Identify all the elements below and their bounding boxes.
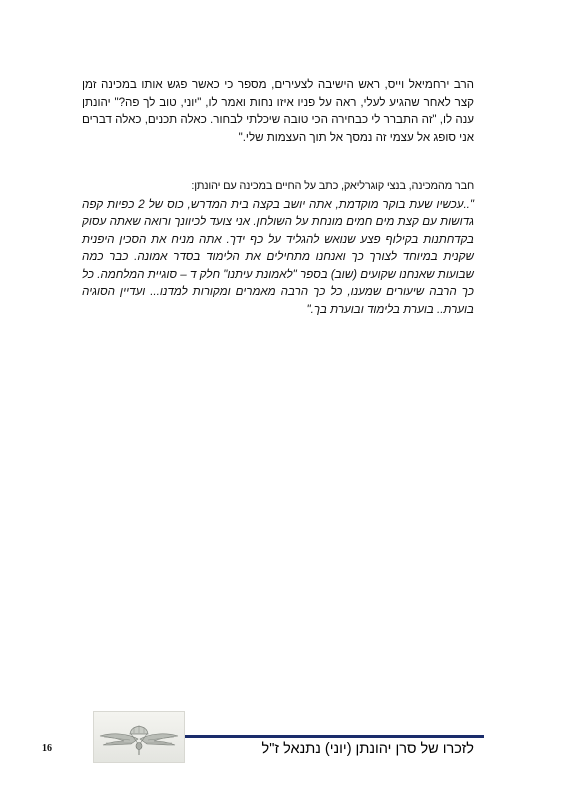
- footer-memorial-title: לזכרו של סרן יהונתן (יוני) נתנאל ז"ל: [261, 741, 474, 757]
- quote-text: "..עכשיו שעת בוקר מוקדמת, אתה יושב בקצה בית המדרש, כוס של 2 כפיות קפה גדושות עם קצת מים חמים מונחת על השולחן. אני צועד לכיוונך ורואה שאתה עסוק בקדחתנות בקילוף פצע שנואש להגליד על כף ידך. אתה מניח את הסכין היפנית שקנית במיוחד לצורך כך ואנחנו מתחילים את הלימוד בסדר אמונה. כבר כמה שבועות שאנחנו שקועים (שוב) בספר "לאמונת עיתנו" חלק ד – סוגיית המלחמה. כל כך הרבה שיעורים שמענו, כל כך הרבה מאמרים ומקורות למדנו... ועדיין הסוגיה בוערת.. בוערת בלימוד ובוערת בך.": [82, 197, 475, 316]
- paratroopers-wings-icon: [93, 711, 185, 763]
- page-number: 16: [42, 743, 52, 754]
- paragraph-rabbi-weiss: הרב ירחמיאל וייס, ראש הישיבה לצעירים, מספר כי כאשר פגש אותו במכינה זמן קצר לאחר שהגיע לעלי, ראה על פניו איזו נחות ואמר לו, "יוני, טוב לך פה?" יהונתן ענה לו, "זה התברר לי כבחירה הכי טובה שיכלתי לבחור. כאלה תכנים, כאלה דברים אני סופג אל עצמי זה נמסך אל תוך העצמות שלי.": [82, 78, 474, 144]
- paragraph-friend-quote: [82, 178, 474, 318]
- quote-intro: חבר מהמכינה, בנצי קוגרליאק, כתב על החיים במכינה עם יהונתן:: [191, 180, 474, 192]
